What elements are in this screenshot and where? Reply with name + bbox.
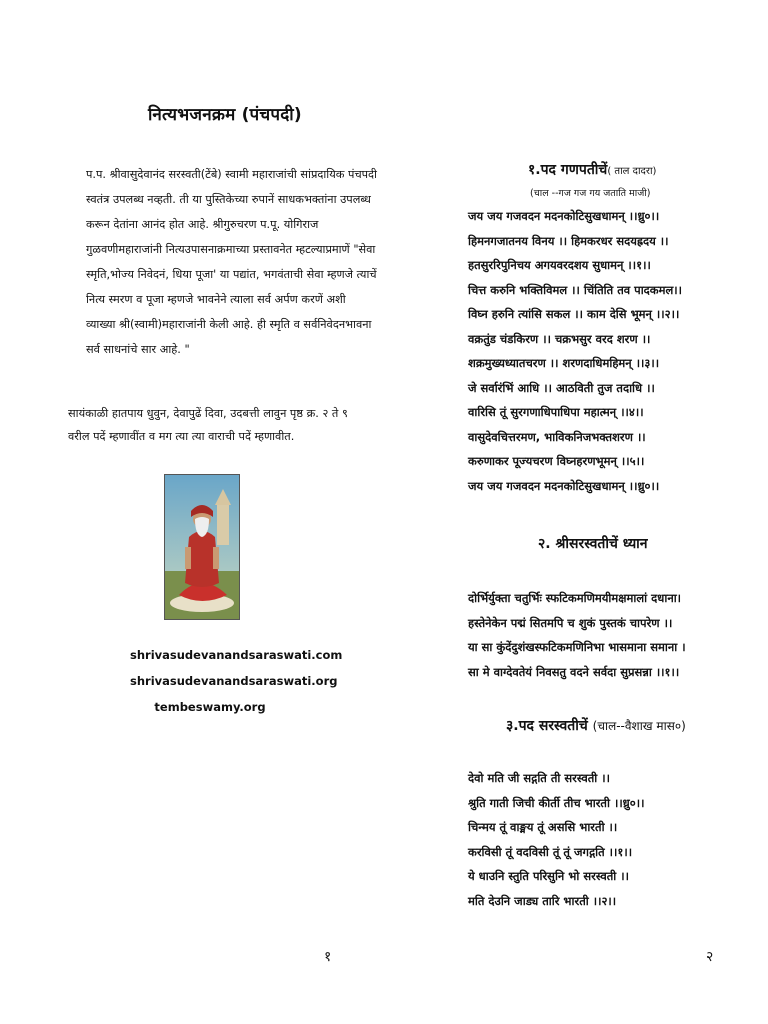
verse-line: वक्रतुंड चंडकिरण ।। चक्रभसुर वरद शरण ।। [468,331,651,346]
page-number-right: २ [706,949,714,965]
verse-line: विघ्न हरुनि त्यांसि सकल ।। काम देसि भूमन् ।।२।। [468,307,680,321]
verse-line: जे सर्वारंभिं आधि ।। आठविती तुज तदाधि ।। [468,380,655,395]
intro-line: गुळवणीमहाराजांनी नित्यउपासनाक्रमाच्या प्रस्तावनेत म्हटल्याप्रमाणें "सेवा [86,242,376,256]
section2-heading: २. श्रीसरस्वतीचें ध्यान [538,536,648,552]
intro-line: प.प. श्रीवासुदेवानंद सरस्वती(टेंबे) स्वामी महाराजांची सांप्रदायिक पंचपदी [86,168,377,181]
section3-verses [468,766,718,913]
verse-line: जय जय गजवदन मदनकोटिसुखधामन् ।।ध्रु०।। [468,209,660,223]
verse-line: ये धाउनि स्तुति परिसुनि भो सरस्वती ।। [468,869,629,883]
section3-heading-note: (चाल--वैशाख मास०) [592,719,686,733]
section1-sub-note: (चाल --गज गज गय जताति माजी) [530,188,651,199]
verse-line: हतसुररिपुनिचय अगयवरदशय सुधामन् ।।१।। [468,258,651,272]
instruction-line: वरील पदें म्हणावींत व मग त्या त्या वाराची पदें म्हणावीत. [68,430,295,443]
page-number-left: १ [324,949,332,965]
verse-line: चिन्मय तूं वाङ्मय तूं अससि भारती ।। [468,820,618,834]
verse-line: श्रुति गाती जिची कीर्ती तीच भारती ।।ध्रु०।। [468,795,645,810]
website-link[interactable]: tembeswamy.org [154,700,266,714]
section3-heading [506,716,686,735]
section1-verses [468,204,718,498]
verse-line: करविसी तूं वदविसी तूं तूं जगद्गति ।।१।। [468,844,633,859]
instruction-line: सायंकाळी हातपाय धुवुन, देवापुढें दिवा, उदबत्ती लावुन पृष्ठ क्र. २ ते ९ [68,407,348,420]
instruction-paragraph [68,402,360,448]
verse-line: सा मे वाग्देवतेयं निवसतु वदने सर्वदा सुप्रसन्ना ।।१।। [468,664,680,679]
verse-line: करुणाकर पूज्यचरण विघ्नहरणभूमन् ।।५।। [468,454,645,468]
verse-line: वासुदेवचित्तरमण, भाविकनिजभक्तशरण ।। [468,429,646,444]
intro-line: करून देतांना आनंद होत आहे. श्रीगुरुचरण प.पू. योगिराज [86,217,319,231]
section1-heading [528,160,656,179]
section2-verses [468,586,718,684]
verse-line: हस्तेनेकेन पद्मं सितमपि च शुकं पुस्तकं चापरेण ।। [468,615,673,630]
verse-line: चित्त करुनि भक्तिविमल ।। चिंतिति तव पादकमल।। [468,282,683,297]
verse-line: हिमनगजातनय विनय ।। हिमकरधर सदयह्रदय ।। [468,233,669,248]
intro-line: सर्व साधनांचे सार आहे. " [86,342,190,356]
section1-heading-note: ( ताल दादरा) [607,166,657,177]
saint-portrait [164,474,240,620]
section1-title: १.पद गणपतीचें [528,162,608,178]
saint-portrait-image [165,475,239,619]
intro-line: स्मृति,भोज्य निवेदनं, धिया पूजा' या पद्यांत, भगवंताची सेवा म्हणजे त्याचें [86,267,377,281]
intro-line: स्वतंत्र उपलब्ध नव्हती. ती या पुस्तिकेच्या रुपानें साधकभक्तांना उपलब्ध [86,192,371,206]
section3-title: ३.पद सरस्वतीचें [506,718,588,734]
verse-line: मति देउनि जाड्य तारि भारती ।।२।। [468,893,617,908]
intro-line: व्याख्या श्री(स्वामी)महाराजांनी केली आहे. ही स्मृति व सर्वनिवेदनभावना [86,317,372,331]
verse-line: देवो मति जी सद्गति ती सरस्वती ।। [468,771,610,785]
verse-line: दोर्भिर्युक्ता चतुर्भिः स्फटिकमणिमयीमक्षमालां दधाना। [468,591,682,605]
page-title: नित्यभजनक्रम (पंचपदी) [148,105,302,125]
verse-line: या सा कुंदेंदुशंखस्फटिकमणिनिभा भासमाना समाना । [468,640,686,654]
verse-line: शक्रमुख्यध्यातचरण ।। शरणदाधिमहिमन् ।।३।। [468,356,660,370]
verse-line: वारिसि तूं सुरगणाधिपाधिपा महात्मन् ।।४।। [468,405,644,419]
intro-line: नित्य स्मरण व पूजा म्हणजे भावनेने त्याला सर्व अर्पण करणें अशी [86,292,346,306]
website-link[interactable]: shrivasudevanandsaraswati.org [130,674,338,688]
intro-paragraph [86,162,377,362]
website-link[interactable]: shrivasudevanandsaraswati.com [130,648,343,662]
verse-line: जय जय गजवदन मदनकोटिसुखधामन् ।।ध्रु०।। [468,478,660,493]
